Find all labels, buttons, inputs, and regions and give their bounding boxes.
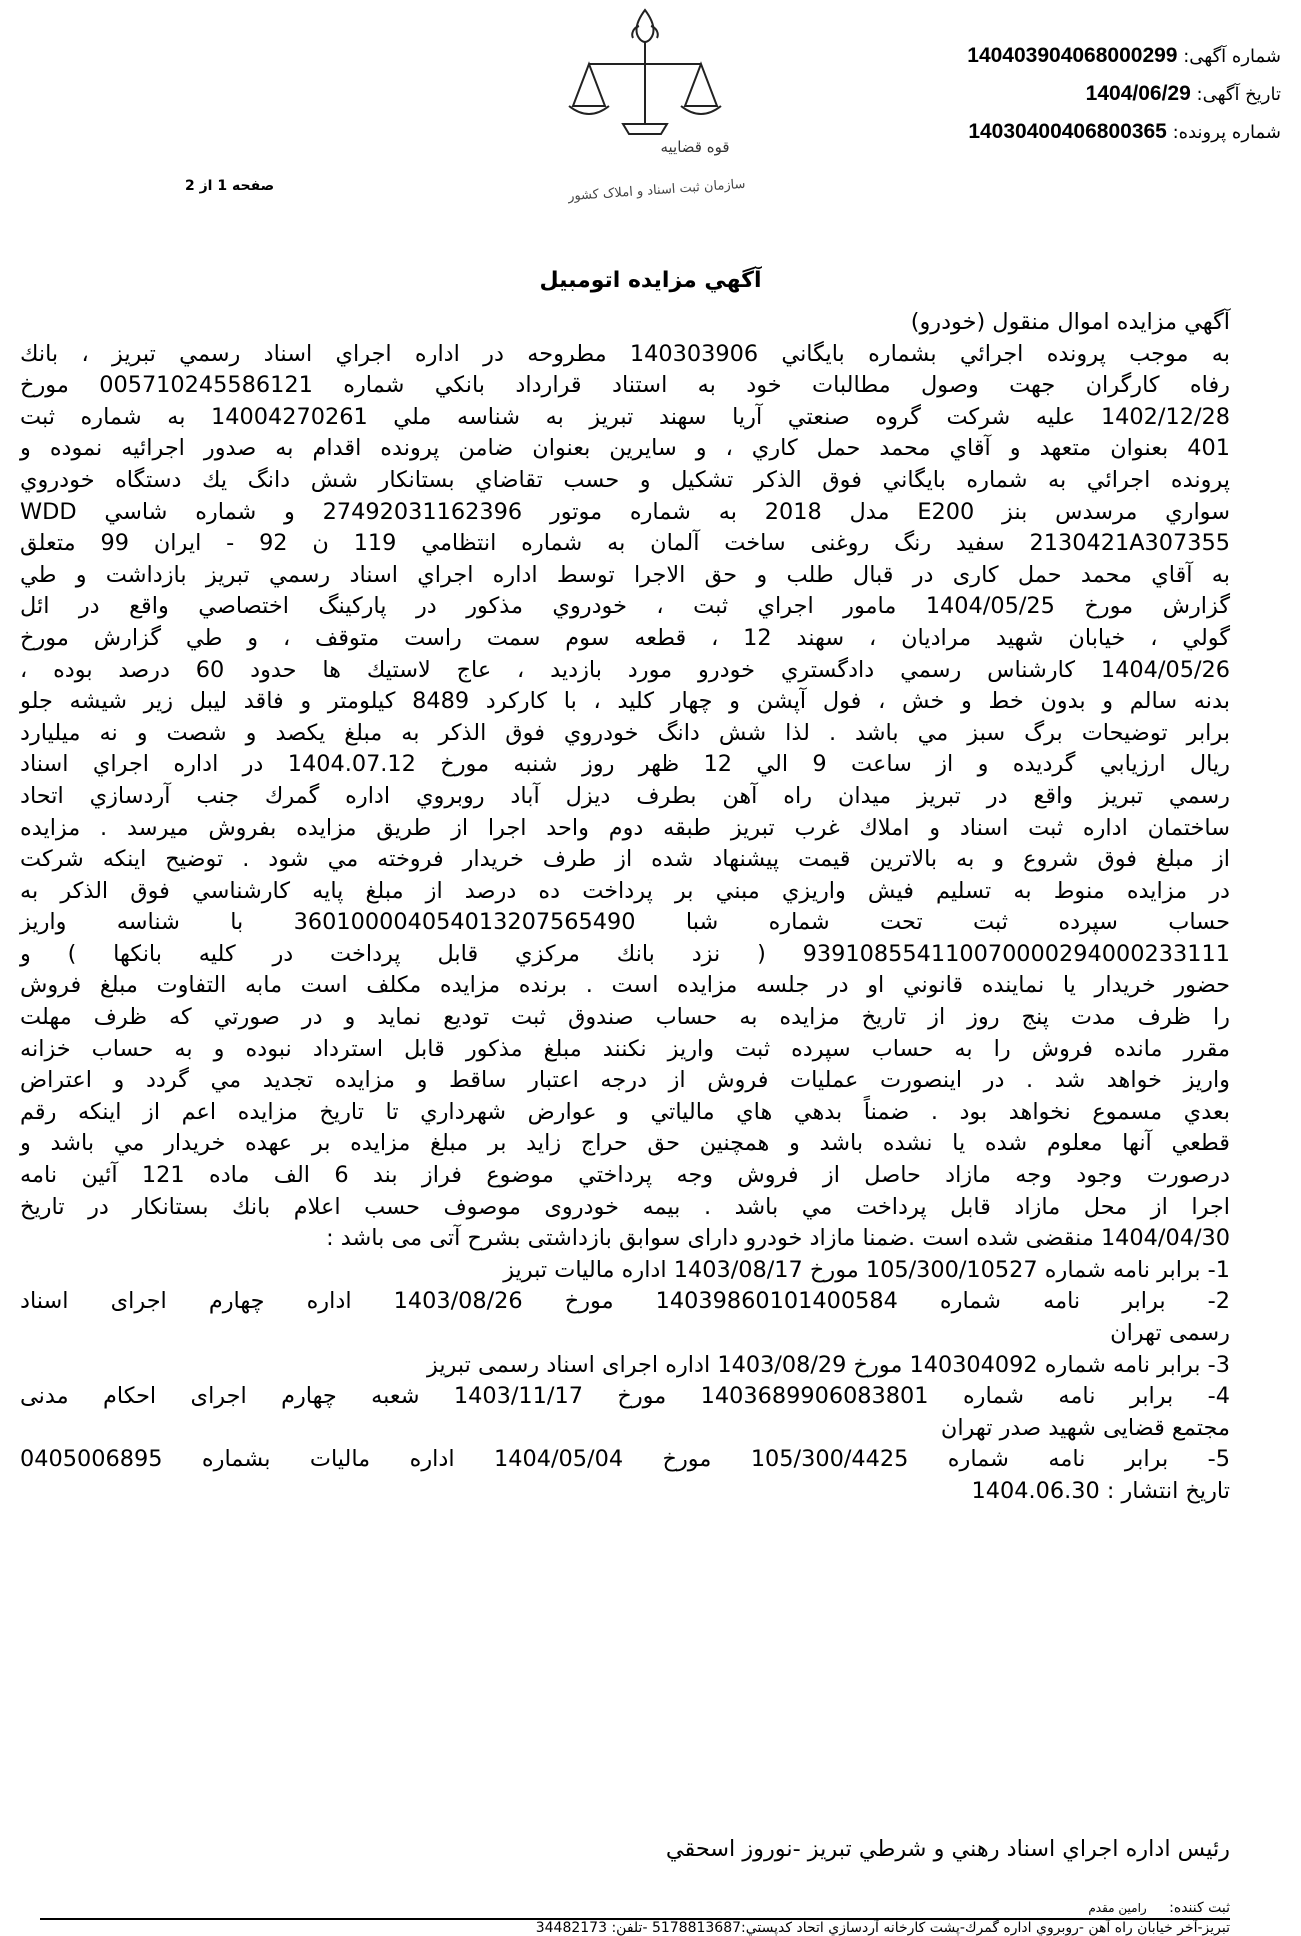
body-line: 401 بعنوان متعهد و آقاي محمد حمل كاري ، و سايرين بعنوان ضامن پرونده اقدام به صدور اجرائيه نموده و bbox=[20, 435, 1230, 462]
body-line: 4- برابر نامه شماره 1403689906083801 مورخ 1403/11/17 شعبه چهارم اجرای احكام مدنی bbox=[20, 1383, 1230, 1410]
body-line: بدنه سالم و بدون خط و خش ، فول آپشن و چهار كليد ، با كاركرد 8489 كيلومتر و فاقد ليبل زير شيشه جلو bbox=[20, 688, 1230, 715]
registrar-name: رامين مقدم bbox=[1088, 1901, 1147, 1915]
body-line: درصورت وجود وجه مازاد حاصل از فروش وجه پرداختي موضوع فراز بند 6 الف ماده 121 آئين نامه bbox=[20, 1162, 1231, 1189]
body-line: 1402/12/28 عليه شركت گروه صنعتي آريا سهند تبريز به شناسه ملي 14004270261 به شماره ثبت bbox=[20, 403, 1230, 430]
body-line: گزارش مورخ 1404/05/25 مامور اجراي ثبت ، خودروي مذكور در پاركينگ اختصاصي واقع در ائل bbox=[20, 593, 1230, 620]
body-line: به موجب پرونده اجرائي بشماره بايگاني 140303906 مطروحه در اداره اجراي اسناد رسمي تبريز ، بانك bbox=[20, 340, 1231, 367]
document-body bbox=[20, 307, 1230, 1508]
body-line: آگهي مزايده اموال منقول (خودرو) bbox=[910, 309, 1230, 335]
logo-text-judiciary: قوه قضاییه bbox=[660, 138, 730, 156]
body-line: را ظرف مدت پنج روز از تاريخ مزايده به حساب صندوق ثبت توديع نمايد و در صورتي كه ظرف مهلت bbox=[20, 1004, 1230, 1031]
registrar-line bbox=[0, 1900, 1230, 1916]
body-line: ريال ارزيابي گرديده و از ساعت 9 الي 12 ظهر روز شنبه مورخ 1404.07.12 در اداره اجراي اسناد bbox=[20, 751, 1230, 778]
case-number bbox=[968, 120, 1281, 144]
case-number-label: شماره پرونده: bbox=[1172, 122, 1281, 143]
body-line: 3- برابر نامه شماره 140304092 مورخ 1403/08/29 اداره اجرای اسناد رسمی تبريز bbox=[426, 1351, 1230, 1378]
body-line: مقرر مانده فروش را به حساب سپرده ثبت واريز نكنند مبلغ مذكور قابل استرداد نبوده و به حساب خزانه bbox=[20, 1035, 1230, 1062]
body-line: در مزايده منوط به تسليم فيش واريزي مبني بر پرداخت ده درصد از مبلغ پايه كارشناسي فوق الذكر به bbox=[20, 877, 1230, 904]
page-counter: صفحه 1 از 2 bbox=[185, 178, 275, 194]
body-line: قطعي آنها معلوم شده يا نشده باشد و همچنين حق حراج زايد بر مبلغ مزايده بر عهده خريدار مي باشد و bbox=[20, 1130, 1230, 1157]
body-line: گولي ، خيابان شهيد مراديان ، سهند 12 ، قطعه سوم سمت راست متوقف ، و طي گزارش مورخ bbox=[20, 624, 1231, 651]
notice-number-value: 140403904068000299 bbox=[967, 44, 1178, 67]
body-line: 939108554110070000294000233111 ( نزد بانك مركزي قابل پرداخت در كليه بانكها ) و bbox=[20, 940, 1230, 967]
body-line: 1- برابر نامه شماره 105/300/10527 مورخ 1403/08/17 اداره ماليات تبريز bbox=[503, 1256, 1230, 1283]
body-line: 1404/05/26 كارشناس رسمي دادگستري خودرو مورد بازديد ، عاج لاستيك ها حدود 60 درصد بوده ، bbox=[20, 656, 1230, 683]
body-line: رفاه كارگران جهت وصول مطالبات خود به استناد قرارداد بانكي شماره 005710245586121 مورخ bbox=[20, 372, 1230, 399]
body-line: ساختمان اداره ثبت اسناد و املاك غرب تبريز طبقه دوم واحد اجرا از طريق مزايده بفروش ميرسد . مزايده bbox=[20, 814, 1230, 841]
logo-text-organization: سازمان ثبت اسناد و املاک کشور bbox=[567, 176, 746, 205]
case-number-value: 14030400406800365 bbox=[968, 120, 1167, 143]
body-line: 1404/04/30 منقضی شده است .ضمنا مازاد خودرو دارای سوابق بازداشتی بشرح آتی می باشد : bbox=[326, 1225, 1230, 1252]
body-line: رسمی تهران bbox=[1110, 1320, 1230, 1346]
body-line: واريز خواهد شد . در اينصورت عمليات فروش از درجه اعتبار ساقط و مزايده تجديد مي گردد و اعتراض bbox=[20, 1067, 1230, 1094]
body-line: 2- برابر نامه شماره 14039860101400584 مورخ 1403/08/26 اداره چهارم اجرای اسناد bbox=[20, 1288, 1231, 1315]
notice-date-value: 1404/06/29 bbox=[1085, 82, 1191, 105]
judiciary-emblem-logo bbox=[545, 4, 745, 214]
signature-line: رئيس اداره اجراي اسناد رهني و شرطي تبريز -نوروز اسحقي bbox=[665, 1836, 1230, 1862]
body-line: بعدي مسموع نخواهد بود . ضمناً بدهي هاي مالياتي و عوارض شهرداري تا تاريخ مزايده اعم از اينكه رقم bbox=[20, 1098, 1230, 1125]
body-line: 2130421A307355 سفيد رنگ روغنی ساخت آلمان به شماره انتظامي 119 ن 92 - ايران 99 متعلق bbox=[20, 530, 1230, 557]
body-line: اجرا از محل مازاد قابل پرداخت مي باشد . بيمه خودروی موصوف حسب اعلام بانك بستانكار در تاريخ bbox=[20, 1193, 1230, 1220]
body-line: مجتمع قضايی شهيد صدر تهران bbox=[940, 1414, 1230, 1441]
body-line: از مبلغ فوق شروع و به بالاترين قيمت پيشنهاد شده از طرف خريدار فروخته مي شود . توضيح اينكه شركت bbox=[20, 846, 1230, 873]
body-line: حساب سپرده ثبت تحت شماره شبا 360100004054013207565490 با شناسه واريز bbox=[20, 909, 1230, 936]
body-line: به آقاي محمد حمل كاری در قبال طلب و حق الاجرا توسط اداره اجراي اسناد رسمي تبريز بازداشت و طي bbox=[20, 561, 1230, 588]
notice-date-label: تاریخ آگهی: bbox=[1196, 84, 1281, 105]
body-line: حضور خريدار يا نماينده قانوني او در جلسه مزايده است . برنده مزايده مكلف است مابه التفاوت مبلغ فروش bbox=[20, 972, 1230, 999]
body-line: 5- برابر نامه شماره 105/300/4425 مورخ 1404/05/04 اداره ماليات بشماره 0405006895 bbox=[20, 1446, 1230, 1473]
body-line: برابر توضيحات برگ سبز مي باشد . لذا شش دانگ خودروي فوق الذكر به مبلغ يكصد و شصت و نه ميليارد bbox=[20, 719, 1230, 746]
notice-number bbox=[967, 44, 1281, 68]
notice-date bbox=[1086, 82, 1281, 106]
body-line: پرونده اجرائي به شماره بايگاني فوق الذكر تشكيل و حسب تقاضاي بستانكار شش دانگ يك دستگاه خودروي bbox=[20, 466, 1230, 493]
body-line: سواري مرسدس بنز E200 مدل 2018 به شماره موتور 27492031162396 و شماره شاسي WDD bbox=[20, 498, 1230, 525]
registrar-label: ثبت كننده: bbox=[1169, 1900, 1230, 1916]
notice-number-label: شماره آگهی: bbox=[1183, 46, 1281, 67]
body-line: رسمي تبريز واقع در تبريز ميدان راه آهن بطرف ديزل آباد روبروي اداره گمرك جنب آردسازي اتحاد bbox=[20, 782, 1230, 809]
document-title: آگهي مزايده اتومبيل bbox=[539, 268, 762, 293]
body-line: تاريخ انتشار : 1404.06.30 bbox=[971, 1477, 1230, 1504]
footer-address: تبريز-آخر خيابان راه آهن -روبروي اداره گمرك-پشت كارخانه آردسازي اتحاد كدپستي:5178813687 -تلفن: 34482173 bbox=[535, 1920, 1230, 1936]
